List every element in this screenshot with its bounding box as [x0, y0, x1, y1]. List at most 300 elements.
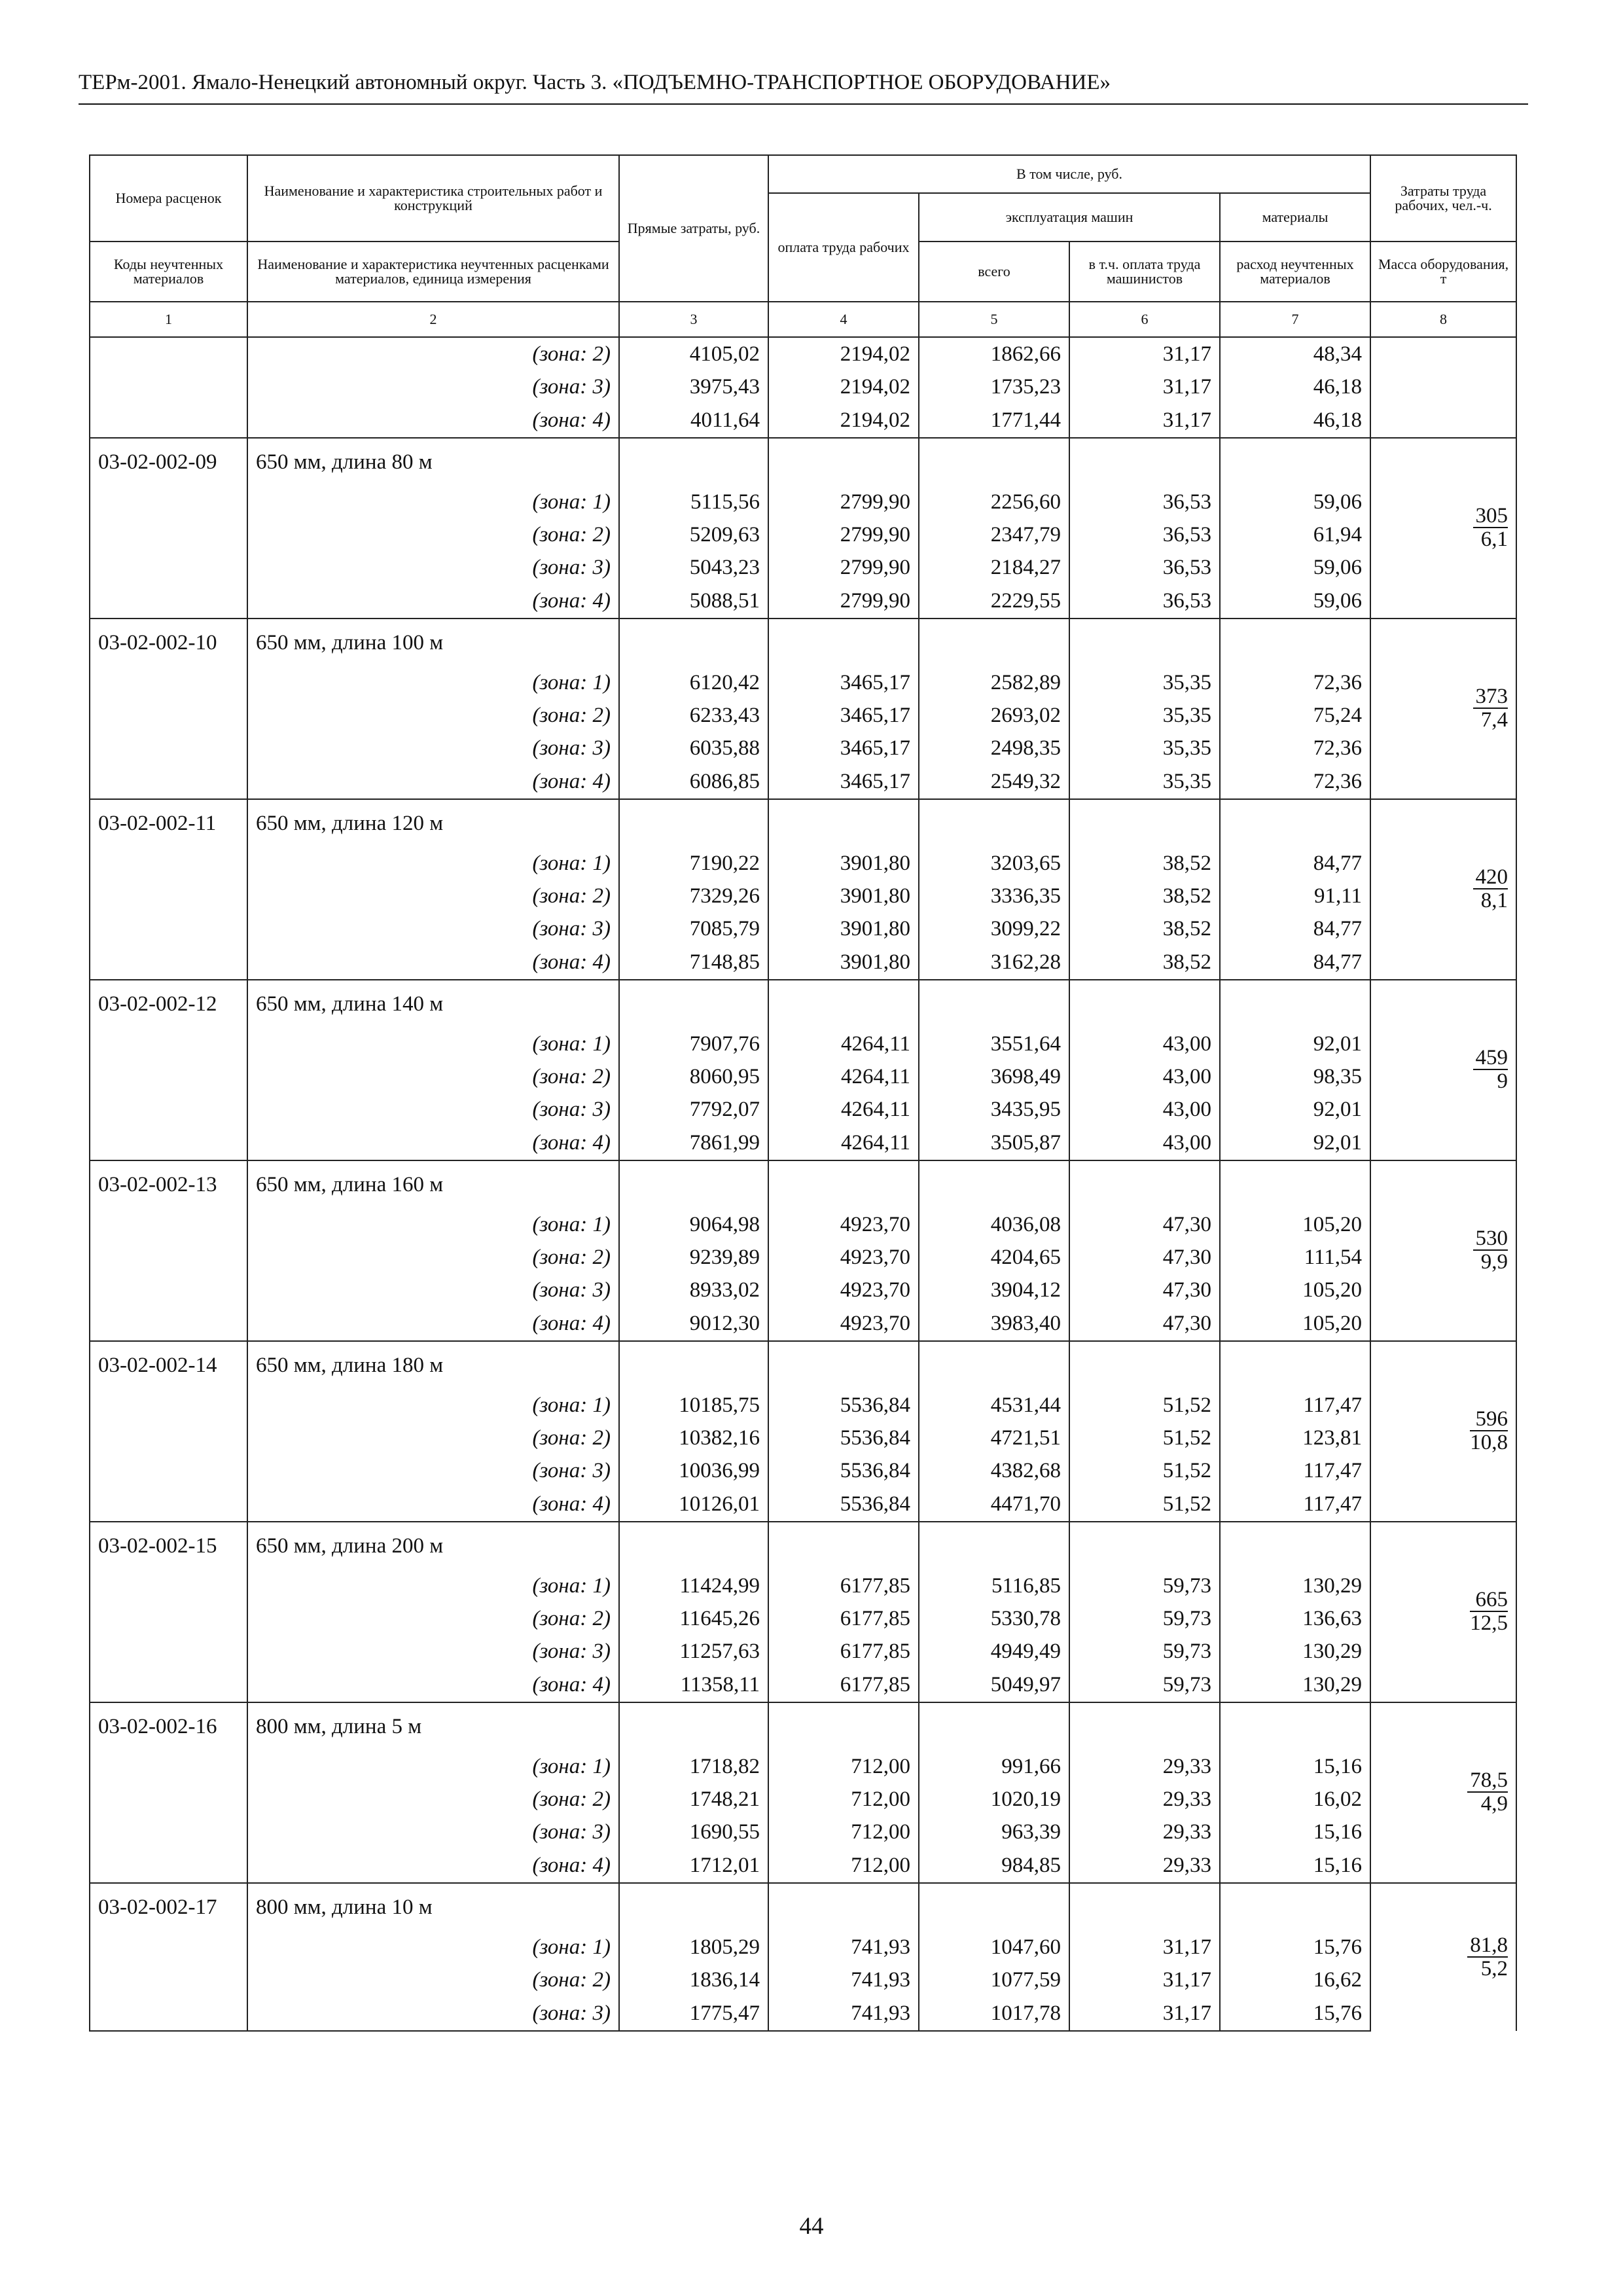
machines-total-cell: 2582,89: [919, 666, 1069, 699]
item-row: [90, 1702, 1516, 1750]
direct-costs-cell: 8933,02: [619, 1274, 768, 1306]
code-cell-empty: [90, 1602, 247, 1635]
zone-row: [90, 1389, 1516, 1422]
machinist-pay-cell: 47,30: [1069, 1274, 1220, 1306]
direct-costs-cell: 10382,16: [619, 1422, 768, 1454]
direct-costs-cell: 8060,95: [619, 1060, 768, 1093]
machines-total-cell: 1077,59: [919, 1964, 1069, 1996]
labor-mass-cell: [1370, 1522, 1516, 1702]
empty-cell: [1220, 1341, 1370, 1389]
zone-label: (зона: 2): [247, 1241, 619, 1274]
empty-cell: [619, 438, 768, 486]
direct-costs-cell: 1718,82: [619, 1750, 768, 1783]
labor-pay-cell: 4923,70: [768, 1274, 919, 1306]
machinist-pay-cell: 47,30: [1069, 1306, 1220, 1341]
zone-row: [90, 1093, 1516, 1126]
code-cell-empty: [90, 1487, 247, 1522]
labor-pay-cell: 741,93: [768, 1996, 919, 2031]
equipment-mass-value: 4,9: [1480, 1792, 1508, 1816]
machines-total-cell: 2693,02: [919, 699, 1069, 732]
materials-cell: 16,02: [1220, 1783, 1370, 1816]
direct-costs-cell: 9012,30: [619, 1306, 768, 1341]
materials-cell: 130,29: [1220, 1668, 1370, 1702]
col-number: 7: [1220, 302, 1370, 337]
materials-cell: 105,20: [1220, 1306, 1370, 1341]
materials-cell: 59,06: [1220, 551, 1370, 584]
zone-label: (зона: 3): [247, 370, 619, 403]
direct-costs-cell: 1775,47: [619, 1996, 768, 2031]
direct-costs-cell: 10036,99: [619, 1454, 768, 1487]
machinist-pay-cell: 35,35: [1069, 764, 1220, 799]
machines-total-cell: 1735,23: [919, 370, 1069, 403]
empty-cell: [619, 1702, 768, 1750]
machines-total-cell: 991,66: [919, 1750, 1069, 1783]
materials-cell: 15,16: [1220, 1750, 1370, 1783]
zone-row: [90, 912, 1516, 945]
zone-label: (зона: 4): [247, 1487, 619, 1522]
empty-cell: [768, 799, 919, 847]
col-number: 3: [619, 302, 768, 337]
labor-mass-fraction: [1470, 1588, 1508, 1634]
code-cell-empty: [90, 666, 247, 699]
labor-pay-cell: 3901,80: [768, 880, 919, 912]
equipment-mass-value: 9: [1497, 1069, 1508, 1093]
materials-cell: 105,20: [1220, 1208, 1370, 1241]
materials-cell: 59,06: [1220, 584, 1370, 619]
labor-pay-cell: 6177,85: [768, 1635, 919, 1668]
empty-cell: [768, 619, 919, 666]
header-rule: [79, 103, 1528, 105]
empty-cell: [768, 1702, 919, 1750]
labor-pay-cell: 6177,85: [768, 1570, 919, 1602]
header-codes: Коды неучтенных материалов: [90, 242, 247, 302]
empty-cell: [1069, 438, 1220, 486]
rate-code: 03-02-002-13: [90, 1160, 247, 1208]
zone-label: (зона: 3): [247, 1635, 619, 1668]
machines-total-cell: 3551,64: [919, 1028, 1069, 1060]
code-cell-empty: [90, 1060, 247, 1093]
empty-cell: [919, 980, 1069, 1028]
labor-hours-value: 420: [1473, 866, 1508, 889]
zone-row: [90, 1060, 1516, 1093]
empty-cell: [619, 1522, 768, 1570]
direct-costs-cell: 6233,43: [619, 699, 768, 732]
zone-row: [90, 337, 1516, 370]
empty-cell: [919, 1702, 1069, 1750]
empty-cell: [1220, 438, 1370, 486]
machinist-pay-cell: 35,35: [1069, 666, 1220, 699]
direct-costs-cell: 1836,14: [619, 1964, 768, 1996]
labor-mass-fraction: [1467, 1769, 1508, 1815]
header-including: В том числе, руб.: [768, 155, 1370, 193]
materials-cell: 130,29: [1220, 1570, 1370, 1602]
item-description: 650 мм, длина 140 м: [247, 980, 619, 1028]
item-row: [90, 1160, 1516, 1208]
machinist-pay-cell: 35,35: [1069, 699, 1220, 732]
machines-total-cell: 1771,44: [919, 403, 1069, 438]
empty-cell: [919, 1341, 1069, 1389]
header-direct-costs: Прямые затраты, руб.: [619, 155, 768, 302]
labor-pay-cell: 3901,80: [768, 912, 919, 945]
zone-label: (зона: 3): [247, 912, 619, 945]
machinist-pay-cell: 29,33: [1069, 1848, 1220, 1883]
empty-cell: [1069, 1883, 1220, 1931]
materials-cell: 46,18: [1220, 370, 1370, 403]
page-number: 44: [799, 2213, 824, 2240]
machines-total-cell: 3505,87: [919, 1126, 1069, 1160]
machinist-pay-cell: 38,52: [1069, 847, 1220, 880]
zone-row: [90, 1783, 1516, 1816]
zone-label: (зона: 4): [247, 1126, 619, 1160]
empty-cell: [1069, 799, 1220, 847]
item-description: 650 мм, длина 200 м: [247, 1522, 619, 1570]
item-row: [90, 1522, 1516, 1570]
rate-code: 03-02-002-10: [90, 619, 247, 666]
empty-cell: [919, 1883, 1069, 1931]
empty-cell: [1220, 619, 1370, 666]
zone-label: (зона: 2): [247, 699, 619, 732]
zone-row: [90, 370, 1516, 403]
machines-total-cell: 1017,78: [919, 1996, 1069, 2031]
header-rate-numbers: Номера расценок: [90, 155, 247, 242]
materials-cell: 123,81: [1220, 1422, 1370, 1454]
labor-pay-cell: 3465,17: [768, 699, 919, 732]
col-number: 2: [247, 302, 619, 337]
empty-cell: [619, 619, 768, 666]
materials-cell: 72,36: [1220, 764, 1370, 799]
labor-pay-cell: 5536,84: [768, 1487, 919, 1522]
item-description: 650 мм, длина 80 м: [247, 438, 619, 486]
code-cell-empty: [90, 1274, 247, 1306]
empty-cell: [1220, 1883, 1370, 1931]
zone-row: [90, 584, 1516, 619]
empty-cell: [768, 1341, 919, 1389]
equipment-mass-value: 12,5: [1470, 1611, 1508, 1635]
direct-costs-cell: 11257,63: [619, 1635, 768, 1668]
materials-cell: 117,47: [1220, 1389, 1370, 1422]
labor-pay-cell: 2194,02: [768, 337, 919, 370]
zone-row: [90, 1126, 1516, 1160]
zone-label: (зона: 2): [247, 518, 619, 551]
zone-row: [90, 403, 1516, 438]
labor-pay-cell: 5536,84: [768, 1454, 919, 1487]
col-number: 5: [919, 302, 1069, 337]
col-number: 6: [1069, 302, 1220, 337]
empty-cell: [919, 1522, 1069, 1570]
equipment-mass-value: 7,4: [1480, 708, 1508, 732]
item-row: [90, 980, 1516, 1028]
labor-pay-cell: 5536,84: [768, 1422, 919, 1454]
materials-cell: 46,18: [1220, 403, 1370, 438]
empty-cell: [619, 799, 768, 847]
zone-row: [90, 945, 1516, 980]
direct-costs-cell: 11645,26: [619, 1602, 768, 1635]
machinist-pay-cell: 47,30: [1069, 1208, 1220, 1241]
machinist-pay-cell: 29,33: [1069, 1750, 1220, 1783]
code-cell-empty: [90, 1750, 247, 1783]
machinist-pay-cell: 31,17: [1069, 337, 1220, 370]
direct-costs-cell: 6086,85: [619, 764, 768, 799]
empty-cell: [768, 438, 919, 486]
code-cell-empty: [90, 1208, 247, 1241]
code-cell-empty: [90, 1668, 247, 1702]
direct-costs-cell: 5209,63: [619, 518, 768, 551]
zone-row: [90, 1487, 1516, 1522]
zone-row: [90, 666, 1516, 699]
col-number: 1: [90, 302, 247, 337]
page-header-title: ТЕРм-2001. Ямало-Ненецкий автономный округ. Часть 3. «ПОДЪЕМНО-ТРАНСПОРТНОЕ ОБОРУДОВАНИЕ»: [79, 71, 1111, 94]
item-row: [90, 1341, 1516, 1389]
labor-pay-cell: 3901,80: [768, 945, 919, 980]
materials-cell: 92,01: [1220, 1028, 1370, 1060]
labor-hours-value: 596: [1470, 1408, 1508, 1431]
machinist-pay-cell: 38,52: [1069, 880, 1220, 912]
rate-code: 03-02-002-17: [90, 1883, 247, 1931]
machinist-pay-cell: 43,00: [1069, 1060, 1220, 1093]
empty-cell: [1069, 1341, 1220, 1389]
empty-cell: [619, 980, 768, 1028]
item-row: [90, 799, 1516, 847]
labor-pay-cell: 4923,70: [768, 1306, 919, 1341]
machinist-pay-cell: 36,53: [1069, 584, 1220, 619]
code-cell-empty: [90, 1454, 247, 1487]
materials-cell: 72,36: [1220, 666, 1370, 699]
materials-cell: 84,77: [1220, 945, 1370, 980]
labor-pay-cell: 712,00: [768, 1750, 919, 1783]
empty-cell: [1220, 1702, 1370, 1750]
item-description: 650 мм, длина 120 м: [247, 799, 619, 847]
machinist-pay-cell: 31,17: [1069, 370, 1220, 403]
machinist-pay-cell: 51,52: [1069, 1454, 1220, 1487]
machines-total-cell: 3698,49: [919, 1060, 1069, 1093]
machines-total-cell: 1020,19: [919, 1783, 1069, 1816]
labor-mass-cell: [1370, 980, 1516, 1160]
code-cell-empty: [90, 1931, 247, 1964]
labor-pay-cell: 712,00: [768, 1816, 919, 1848]
labor-pay-cell: 2799,90: [768, 584, 919, 619]
zone-label: (зона: 2): [247, 1964, 619, 1996]
table-body: [90, 337, 1516, 2031]
empty-cell: [1069, 1522, 1220, 1570]
machinist-pay-cell: 38,52: [1069, 945, 1220, 980]
zone-row: [90, 1848, 1516, 1883]
materials-cell: 91,11: [1220, 880, 1370, 912]
zone-row: [90, 1570, 1516, 1602]
zone-label: (зона: 2): [247, 1060, 619, 1093]
labor-pay-cell: 2194,02: [768, 370, 919, 403]
machines-total-cell: 3435,95: [919, 1093, 1069, 1126]
labor-pay-cell: 2799,90: [768, 551, 919, 584]
machinist-pay-cell: 59,73: [1069, 1570, 1220, 1602]
zone-row: [90, 1422, 1516, 1454]
zone-label: (зона: 4): [247, 584, 619, 619]
machinist-pay-cell: 43,00: [1069, 1126, 1220, 1160]
direct-costs-cell: 3975,43: [619, 370, 768, 403]
labor-pay-cell: 3465,17: [768, 666, 919, 699]
materials-cell: 61,94: [1220, 518, 1370, 551]
zone-row: [90, 518, 1516, 551]
empty-cell: [1220, 1160, 1370, 1208]
zone-row: [90, 1668, 1516, 1702]
zone-label: (зона: 4): [247, 1848, 619, 1883]
machinist-pay-cell: 31,17: [1069, 1964, 1220, 1996]
machinist-pay-cell: 29,33: [1069, 1816, 1220, 1848]
machinist-pay-cell: 36,53: [1069, 551, 1220, 584]
code-cell-empty: [90, 1126, 247, 1160]
zone-label: (зона: 2): [247, 880, 619, 912]
code-cell-empty: [90, 847, 247, 880]
empty-cell: [619, 1883, 768, 1931]
materials-cell: 72,36: [1220, 732, 1370, 764]
zone-label: (зона: 1): [247, 1750, 619, 1783]
materials-cell: 117,47: [1220, 1454, 1370, 1487]
labor-pay-cell: 2799,90: [768, 486, 919, 518]
rate-code: 03-02-002-14: [90, 1341, 247, 1389]
direct-costs-cell: 1748,21: [619, 1783, 768, 1816]
table-header: [90, 155, 1516, 337]
rate-code: 03-02-002-15: [90, 1522, 247, 1570]
labor-pay-cell: 3465,17: [768, 764, 919, 799]
machines-total-cell: 2229,55: [919, 584, 1069, 619]
machines-total-cell: 3099,22: [919, 912, 1069, 945]
labor-pay-cell: 3465,17: [768, 732, 919, 764]
labor-mass-fraction: [1473, 505, 1508, 550]
machines-total-cell: 4036,08: [919, 1208, 1069, 1241]
direct-costs-cell: 4011,64: [619, 403, 768, 438]
code-cell-empty: [90, 1635, 247, 1668]
direct-costs-cell: 7148,85: [619, 945, 768, 980]
labor-pay-cell: 2799,90: [768, 518, 919, 551]
direct-costs-cell: 9064,98: [619, 1208, 768, 1241]
machinist-pay-cell: 59,73: [1069, 1635, 1220, 1668]
machinist-pay-cell: 47,30: [1069, 1241, 1220, 1274]
header-total: всего: [919, 242, 1069, 302]
machinist-pay-cell: 36,53: [1069, 518, 1220, 551]
equipment-mass-value: 5,2: [1480, 1956, 1508, 1981]
machines-total-cell: 5330,78: [919, 1602, 1069, 1635]
zone-row: [90, 1602, 1516, 1635]
zone-row: [90, 1931, 1516, 1964]
labor-hours-value: 305: [1473, 505, 1508, 528]
labor-mass-fraction: [1473, 866, 1508, 912]
zone-label: (зона: 3): [247, 732, 619, 764]
machinist-pay-cell: 31,17: [1069, 403, 1220, 438]
direct-costs-cell: 11424,99: [619, 1570, 768, 1602]
labor-pay-cell: 4264,11: [768, 1093, 919, 1126]
item-row: [90, 1883, 1516, 1931]
machines-total-cell: 4382,68: [919, 1454, 1069, 1487]
zone-label: (зона: 1): [247, 486, 619, 518]
zone-label: (зона: 1): [247, 1028, 619, 1060]
direct-costs-cell: 7329,26: [619, 880, 768, 912]
direct-costs-cell: 7085,79: [619, 912, 768, 945]
machines-total-cell: 3904,12: [919, 1274, 1069, 1306]
materials-cell: 92,01: [1220, 1126, 1370, 1160]
zone-row: [90, 847, 1516, 880]
empty-cell: [1220, 980, 1370, 1028]
labor-pay-cell: 5536,84: [768, 1389, 919, 1422]
code-cell-empty: [90, 337, 247, 370]
zone-label: (зона: 3): [247, 551, 619, 584]
empty-cell: [1069, 1702, 1220, 1750]
machines-total-cell: 3162,28: [919, 945, 1069, 980]
zone-label: (зона: 2): [247, 1422, 619, 1454]
code-cell-empty: [90, 1964, 247, 1996]
col-number: 4: [768, 302, 919, 337]
labor-mass-cell: [1370, 1160, 1516, 1341]
direct-costs-cell: 5088,51: [619, 584, 768, 619]
header-work-name: Наименование и характеристика строительных работ и конструкций: [247, 155, 619, 242]
item-description: 650 мм, длина 180 м: [247, 1341, 619, 1389]
zone-label: (зона: 3): [247, 1996, 619, 2031]
extra-cell-empty: [1370, 403, 1516, 438]
machinist-pay-cell: 51,52: [1069, 1422, 1220, 1454]
materials-cell: 84,77: [1220, 912, 1370, 945]
machines-total-cell: 3983,40: [919, 1306, 1069, 1341]
zone-row: [90, 764, 1516, 799]
labor-pay-cell: 712,00: [768, 1783, 919, 1816]
machines-total-cell: 3336,35: [919, 880, 1069, 912]
zone-label: (зона: 3): [247, 1816, 619, 1848]
labor-mass-fraction: [1467, 1934, 1508, 1980]
direct-costs-cell: 5115,56: [619, 486, 768, 518]
labor-pay-cell: 2194,02: [768, 403, 919, 438]
empty-cell: [919, 619, 1069, 666]
direct-costs-cell: 1712,01: [619, 1848, 768, 1883]
machinist-pay-cell: 35,35: [1069, 732, 1220, 764]
code-cell-empty: [90, 584, 247, 619]
code-cell-empty: [90, 699, 247, 732]
zone-row: [90, 1028, 1516, 1060]
empty-cell: [919, 1160, 1069, 1208]
empty-cell: [1069, 619, 1220, 666]
zone-row: [90, 1635, 1516, 1668]
zone-label: (зона: 2): [247, 337, 619, 370]
code-cell-empty: [90, 486, 247, 518]
direct-costs-cell: 11358,11: [619, 1668, 768, 1702]
header-machinist-pay: в т.ч. оплата труда машинистов: [1069, 242, 1220, 302]
direct-costs-cell: 10126,01: [619, 1487, 768, 1522]
labor-pay-cell: 3901,80: [768, 847, 919, 880]
zone-row: [90, 880, 1516, 912]
labor-mass-fraction: [1473, 1227, 1508, 1273]
equipment-mass-value: 8,1: [1480, 889, 1508, 912]
equipment-mass-value: 9,9: [1480, 1250, 1508, 1274]
machinist-pay-cell: 38,52: [1069, 912, 1220, 945]
empty-cell: [768, 1883, 919, 1931]
equipment-mass-value: 10,8: [1470, 1431, 1508, 1454]
machinist-pay-cell: 31,17: [1069, 1931, 1220, 1964]
header-material-name: Наименование и характеристика неучтенных расценками материалов, единица измерения: [247, 242, 619, 302]
labor-mass-cell: [1370, 799, 1516, 980]
machines-total-cell: 4531,44: [919, 1389, 1069, 1422]
header-equipment-mass: Масса оборудования, т: [1370, 242, 1516, 302]
code-cell-empty: [90, 1570, 247, 1602]
materials-cell: 84,77: [1220, 847, 1370, 880]
labor-mass-fraction: [1470, 1408, 1508, 1454]
item-row: [90, 619, 1516, 666]
machines-total-cell: 5049,97: [919, 1668, 1069, 1702]
code-cell-empty: [90, 518, 247, 551]
materials-cell: 15,76: [1220, 1996, 1370, 2031]
rate-code: 03-02-002-09: [90, 438, 247, 486]
code-cell-empty: [90, 1093, 247, 1126]
code-cell-empty: [90, 1306, 247, 1341]
machines-total-cell: 2256,60: [919, 486, 1069, 518]
direct-costs-cell: 7861,99: [619, 1126, 768, 1160]
machinist-pay-cell: 31,17: [1069, 1996, 1220, 2031]
zone-label: (зона: 4): [247, 1306, 619, 1341]
